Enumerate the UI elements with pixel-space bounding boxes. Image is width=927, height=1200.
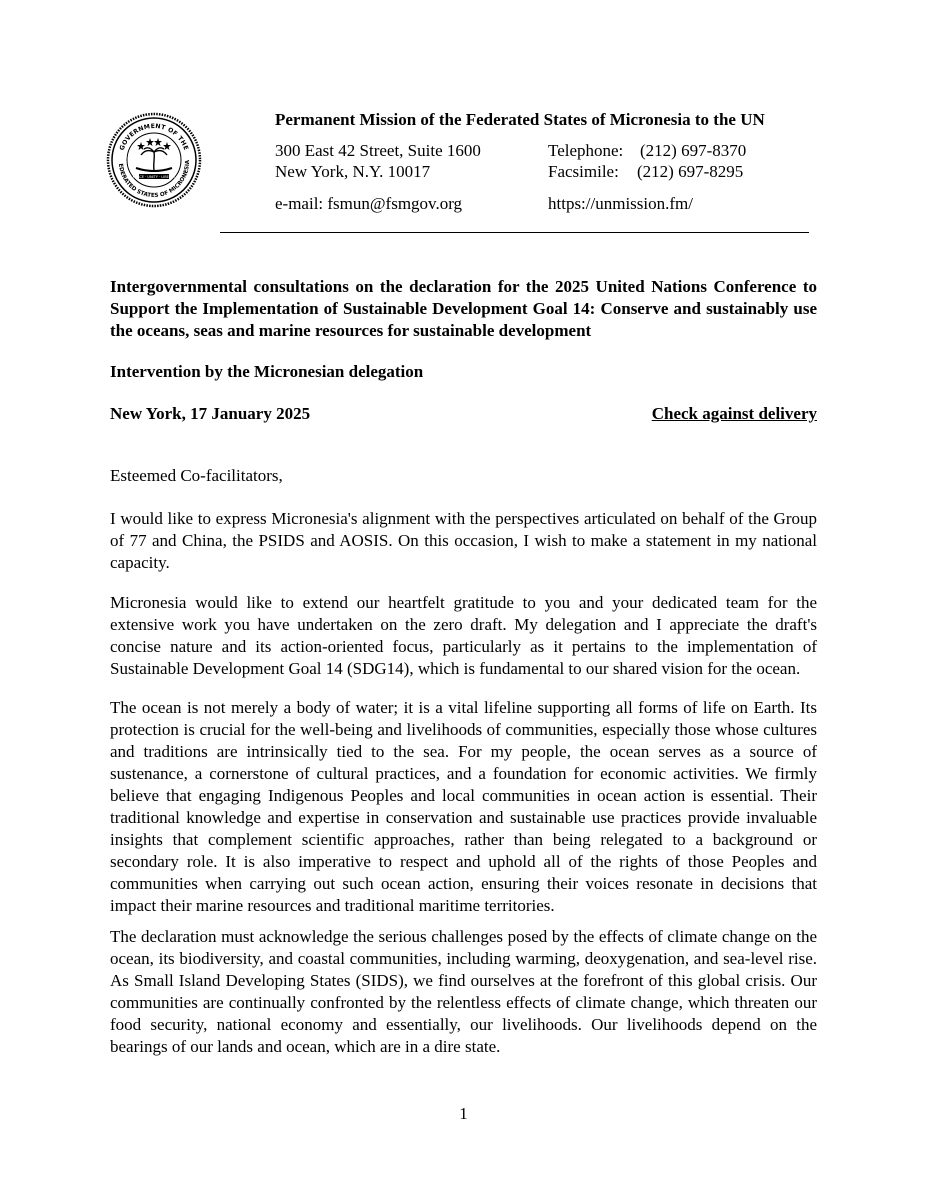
document-subtitle: Intervention by the Micronesian delegation: [110, 362, 424, 381]
fax-number: (212) 697-8295: [637, 162, 744, 181]
body-paragraph-1: I would like to express Micronesia's alignment with the perspectives articulated on behalf of the Group of 77 and China, the PSIDS and AOSIS. On this occasion, I wish to make a statement in my national capacity.: [110, 509, 817, 572]
website-link[interactable]: https://unmission.fm/: [548, 194, 693, 213]
address-line-2: New York, N.Y. 10017: [275, 162, 431, 181]
dateline-row: [110, 403, 817, 425]
body-paragraph-3: The ocean is not merely a body of water; it is a vital lifeline supporting all forms of life on Earth. Its protection is crucial for the well-being and livelihoods of communities, especially those whose cultures and traditions are intrinsically tied to the sea. For my people, the ocean serves as a source of sustenance, a cornerstone of cultural practices, and a foundation for economic activities. We firmly believe that engaging Indigenous Peoples and local communities in ocean action is essential. Their traditional knowledge and expertise in conservation and sustainable use practices provide invaluable insights that complement scientific approaches, rather than being relegated to a background or secondary role. It is also imperative to respect and uphold all of the rights of those Peoples and communities when carrying out such ocean action, ensuring their voices resonate in decisions that impact their marine resources and traditional maritime territories.: [110, 698, 817, 915]
fax-label: Facsimile:: [548, 162, 619, 181]
seal-text-top: GOVERNMENT OF THE: [118, 122, 190, 152]
dateline: New York, 17 January 2025: [110, 404, 311, 423]
telephone-number: (212) 697-8370: [640, 141, 747, 160]
body-paragraph-2: Micronesia would like to extend our heartfelt gratitude to you and your dedicated team for the extensive work you have undertaken on the zero draft. My delegation and I appreciate the draft's concise nature and its action-oriented focus, particularly as it pertains to the implementation of Sustainable Development Goal 14 (SDG14), which is fundamental to our shared vision for the ocean.: [110, 593, 817, 678]
salutation: Esteemed Co-facilitators,: [110, 466, 283, 485]
address-line-1: 300 East 42 Street, Suite 1600: [275, 141, 481, 160]
body-paragraph-4: The declaration must acknowledge the serious challenges posed by the effects of climate change on the ocean, its biodiversity, and coastal communities, including warming, deoxygenation, and sea-level rise. As Small Island Developing States (SIDS), we find ourselves at the forefront of this global crisis. Our communities are continually confronted by the relentless effects of climate change, which threaten our food security, national economy and essentially, our livelihoods. Our livelihoods depend on the bearings of our lands and ocean, which are in a dire state.: [110, 927, 817, 1056]
svg-text:GOVERNMENT OF THE: [119, 123, 190, 151]
mission-name: Permanent Mission of the Federated States of Micronesia to the UN: [275, 110, 765, 129]
telephone-label: Telephone:: [548, 141, 624, 160]
check-against-delivery: Check against delivery: [651, 404, 817, 423]
government-seal: [106, 112, 202, 208]
email-address[interactable]: e-mail: fsmun@fsmgov.org: [275, 194, 463, 213]
seal-ribbon: PEACE · UNITY · LIBERTY: [132, 175, 176, 179]
seal-text-bottom: EDERATED STATES OF MICRONESIA: [116, 159, 192, 200]
page-number: 1: [459, 1104, 468, 1123]
header-divider: [220, 232, 809, 233]
document-title: Intergovernmental consultations on the declaration for the 2025 United Nations Conference to Support the Implementation of Sustainable Development Goal 14: Conserve and sustainably use the oceans, seas and marine resources for sustainable development: [110, 277, 817, 340]
